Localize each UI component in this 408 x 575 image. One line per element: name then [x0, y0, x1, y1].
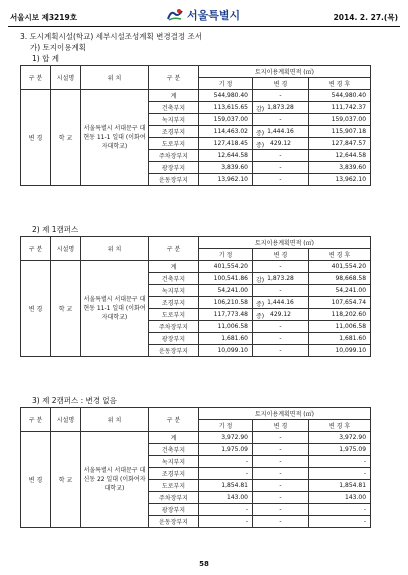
header-divider — [8, 26, 400, 27]
cell-change — [253, 504, 309, 516]
cell-existing: 401,554.20 — [199, 261, 253, 273]
change-value: 1,873.28 — [267, 275, 294, 282]
land-use-table — [20, 236, 371, 357]
cell-category: 계 — [149, 90, 199, 102]
change-value: - — [279, 287, 282, 294]
cell-category: 조경부지 — [149, 297, 199, 309]
change-operator: 증) — [256, 301, 265, 308]
table-row — [21, 90, 371, 102]
change-value: - — [279, 470, 282, 477]
issue-date: 2014. 2. 27.(목) — [333, 13, 398, 22]
cell-category: 주차장부지 — [149, 321, 199, 333]
cell-category: 광장부지 — [149, 162, 199, 174]
cell-category: 운동장부지 — [149, 174, 199, 186]
col-header-facility: 시설명 — [51, 237, 81, 261]
section-title: 3) 제 2캠퍼스 : 변경 없음 — [32, 396, 117, 405]
cell-after: 1,681.60 — [309, 333, 371, 345]
seoul-logo-icon — [166, 8, 184, 22]
cell-after: 544,980.40 — [309, 90, 371, 102]
cell-after: 3,839.60 — [309, 162, 371, 174]
change-value: - — [279, 446, 282, 453]
land-use-table — [20, 407, 371, 528]
cell-existing: 3,972.90 — [199, 432, 253, 444]
cell-category: 도로부지 — [149, 138, 199, 150]
table-row — [21, 261, 371, 273]
col-header-facility: 시설명 — [51, 66, 81, 90]
cell-existing: 143.00 — [199, 492, 253, 504]
cell-category: 건축부지 — [149, 444, 199, 456]
cell-change — [253, 90, 309, 102]
col-header-category: 구 분 — [149, 66, 199, 90]
change-value: 1,873.28 — [267, 104, 294, 111]
section-title: 1) 합 계 — [32, 54, 59, 63]
cell-after: 10,099.10 — [309, 345, 371, 357]
cell-change — [253, 273, 309, 285]
cell-category: 주차장부지 — [149, 150, 199, 162]
cell-change — [253, 333, 309, 345]
cell-existing: 11,006.58 — [199, 321, 253, 333]
col-header-location: 위 치 — [81, 237, 149, 261]
cell-change — [253, 261, 309, 273]
change-value: - — [279, 518, 282, 525]
cell-change — [253, 309, 309, 321]
cell-category: 계 — [149, 432, 199, 444]
cell-existing: 3,839.60 — [199, 162, 253, 174]
cell-change — [253, 150, 309, 162]
cell-category: 조경부지 — [149, 126, 199, 138]
change-value: - — [279, 92, 282, 99]
cell-after: 401,554.20 — [309, 261, 371, 273]
cell-after: 54,241.00 — [309, 285, 371, 297]
cell-change — [253, 138, 309, 150]
change-value: - — [279, 176, 282, 183]
cell-existing: 13,962.10 — [199, 174, 253, 186]
cell-after: 13,962.10 — [309, 174, 371, 186]
cell-category: 조경부지 — [149, 468, 199, 480]
cell-change — [253, 432, 309, 444]
col-header-after: 변 경 후 — [309, 78, 371, 90]
subsection-title: 가) 토지이용계획 — [30, 43, 87, 52]
cell-change — [253, 102, 309, 114]
cell-existing: 100,541.86 — [199, 273, 253, 285]
col-header-after: 변 경 후 — [309, 249, 371, 261]
cell-after: - — [309, 516, 371, 528]
col-header-existing: 기 정 — [199, 420, 253, 432]
cell-existing: 10,099.10 — [199, 345, 253, 357]
change-value: 1,444.16 — [267, 299, 294, 306]
cell-after: 127,847.57 — [309, 138, 371, 150]
cell-change — [253, 444, 309, 456]
cell-change — [253, 516, 309, 528]
cell-existing: 127,418.45 — [199, 138, 253, 150]
cell-category: 도로부지 — [149, 309, 199, 321]
change-value: - — [279, 323, 282, 330]
change-value: - — [279, 494, 282, 501]
cell-after: 11,006.58 — [309, 321, 371, 333]
cell-change — [253, 162, 309, 174]
section-title: 2) 제 1캠퍼스 — [32, 225, 79, 234]
col-header-existing: 기 정 — [199, 249, 253, 261]
cell-existing: 12,644.58 — [199, 150, 253, 162]
col-header-area-group: 토지이용계획면적 (㎡) — [199, 408, 371, 420]
change-operator: 증) — [256, 130, 265, 137]
cell-category: 건축부지 — [149, 102, 199, 114]
cell-after: 143.00 — [309, 492, 371, 504]
change-value: - — [279, 506, 282, 513]
change-value: - — [279, 347, 282, 354]
col-header-existing: 기 정 — [199, 78, 253, 90]
cell-change — [253, 321, 309, 333]
table-row — [21, 432, 371, 444]
cell-after: 107,654.74 — [309, 297, 371, 309]
cell-location: 서울특별시 서대문구 대현동 11-1 일대 (이화여자대학교) — [81, 261, 149, 357]
col-header-location: 위 치 — [81, 408, 149, 432]
cell-category: 녹지부지 — [149, 285, 199, 297]
col-header-after: 변 경 후 — [309, 420, 371, 432]
cell-change — [253, 126, 309, 138]
document-title: 3. 도시계획시설(학교) 세부시설조성계획 변경결정 조서 — [20, 32, 202, 41]
change-value: - — [279, 482, 282, 489]
cell-existing: - — [199, 504, 253, 516]
land-use-table — [20, 65, 371, 186]
cell-change — [253, 468, 309, 480]
cell-category: 녹지부지 — [149, 456, 199, 468]
cell-division: 변 경 — [21, 90, 51, 186]
cell-after: 118,202.60 — [309, 309, 371, 321]
cell-existing: 1,681.60 — [199, 333, 253, 345]
header-row — [21, 66, 371, 78]
brand — [166, 7, 240, 23]
change-value: - — [279, 116, 282, 123]
col-header-facility: 시설명 — [51, 408, 81, 432]
cell-division: 변 경 — [21, 432, 51, 528]
cell-after: 12,644.58 — [309, 150, 371, 162]
change-value: - — [279, 458, 282, 465]
cell-change — [253, 345, 309, 357]
cell-change — [253, 285, 309, 297]
cell-after: 1,854.81 — [309, 480, 371, 492]
col-header-location: 위 치 — [81, 66, 149, 90]
change-value: 429.12 — [270, 140, 291, 147]
col-header-change: 변 경 — [253, 249, 309, 261]
col-header-division: 구 분 — [21, 237, 51, 261]
cell-category: 운동장부지 — [149, 345, 199, 357]
col-header-change: 변 경 — [253, 420, 309, 432]
cell-existing: 159,037.00 — [199, 114, 253, 126]
col-header-area-group: 토지이용계획면적 (㎡) — [199, 237, 371, 249]
header-row — [21, 408, 371, 420]
change-value: 429.12 — [270, 311, 291, 318]
cell-after: 3,972.90 — [309, 432, 371, 444]
cell-category: 도로부지 — [149, 480, 199, 492]
col-header-category: 구 분 — [149, 408, 199, 432]
cell-existing: - — [199, 516, 253, 528]
change-operator: 감) — [256, 106, 265, 113]
cell-category: 녹지부지 — [149, 114, 199, 126]
cell-after: 1,975.09 — [309, 444, 371, 456]
cell-after: - — [309, 468, 371, 480]
change-value: - — [279, 164, 282, 171]
cell-division: 변 경 — [21, 261, 51, 357]
cell-existing: - — [199, 468, 253, 480]
cell-after: 98,668.58 — [309, 273, 371, 285]
cell-after: - — [309, 456, 371, 468]
change-value: 1,444.16 — [267, 128, 294, 135]
cell-category: 주차장부지 — [149, 492, 199, 504]
cell-category: 광장부지 — [149, 504, 199, 516]
cell-location: 서울특별시 서대문구 대신동 22 일대 (이화여자대학교) — [81, 432, 149, 528]
cell-category: 건축부지 — [149, 273, 199, 285]
cell-existing: 106,210.58 — [199, 297, 253, 309]
cell-after: 159,037.00 — [309, 114, 371, 126]
cell-category: 광장부지 — [149, 333, 199, 345]
cell-facility: 학 교 — [51, 261, 81, 357]
cell-existing: 114,463.02 — [199, 126, 253, 138]
page-number: 58 — [199, 560, 209, 568]
change-operator: 증) — [256, 313, 265, 320]
cell-existing: 117,773.48 — [199, 309, 253, 321]
cell-existing: 113,615.65 — [199, 102, 253, 114]
col-header-division: 구 분 — [21, 408, 51, 432]
cell-change — [253, 174, 309, 186]
cell-category: 운동장부지 — [149, 516, 199, 528]
cell-change — [253, 297, 309, 309]
page-header — [8, 6, 400, 28]
cell-category: 계 — [149, 261, 199, 273]
change-value: - — [279, 434, 282, 441]
cell-existing: 1,854.81 — [199, 480, 253, 492]
cell-change — [253, 492, 309, 504]
cell-facility: 학 교 — [51, 432, 81, 528]
change-operator: 감) — [256, 277, 265, 284]
change-operator: 증) — [256, 142, 265, 149]
cell-location: 서울특별시 서대문구 대현동 11-1 일대 (이화여자대학교) — [81, 90, 149, 186]
change-value: - — [279, 152, 282, 159]
change-value: - — [279, 335, 282, 342]
col-header-area-group: 토지이용계획면적 (㎡) — [199, 66, 371, 78]
brand-name: 서울특별시 — [187, 9, 241, 22]
cell-facility: 학 교 — [51, 90, 81, 186]
cell-change — [253, 456, 309, 468]
cell-after: 111,742.37 — [309, 102, 371, 114]
cell-change — [253, 480, 309, 492]
col-header-category: 구 분 — [149, 237, 199, 261]
col-header-division: 구 분 — [21, 66, 51, 90]
cell-existing: - — [199, 456, 253, 468]
header-row — [21, 237, 371, 249]
change-value: - — [279, 263, 282, 270]
col-header-change: 변 경 — [253, 78, 309, 90]
cell-after: 115,907.18 — [309, 126, 371, 138]
issue-label: 서울시보 제3219호 — [10, 13, 77, 22]
cell-existing: 544,980.40 — [199, 90, 253, 102]
cell-change — [253, 114, 309, 126]
cell-after: - — [309, 504, 371, 516]
cell-existing: 1,975.09 — [199, 444, 253, 456]
cell-existing: 54,241.00 — [199, 285, 253, 297]
